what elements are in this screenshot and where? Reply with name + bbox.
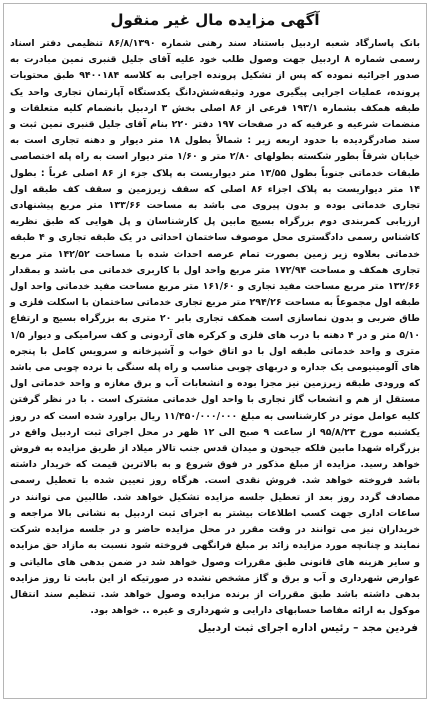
notice-signature: فردین مجد – رئیس اداره اجرای ثبت اردبیل [197,622,418,635]
notice-body: بانک پاسارگاد شعبه اردبیل باستناد سند رهنی شماره ۸۶/۸/۱۳۹۰ تنظیمی دفتر اسناد رسمی شماره ۸ اردبیل جهت وصول طلب خود علیه آقای جلیل قنبری نمین مبادرت به صدور اجرائیه نموده که پس از تشکیل پرونده اجرایی به کلاسه ۹۴۰۰۱۸۴ طبق محتویات پرونده، عملیات اجرایی پیگیری مورد وثیقه‌شش‌دانگ یکدستگاه آپارتمان تجاری واحد یک طبقه همکف بشماره ۱۹۳/۱ فرعی از ۸۶ اصلی بخش ۳ اردبیل بانضمام کلیه متعلقات و منضمات شرعیه و عرفیه که در صفحات ۱۹۷ دفتر ۲۲۰ بنام آقای جلیل قنبری نمین ثبت و سند صادرگردیده با حدود اربعه زیر : شمالاً بطول ۱۸ متر دیوار و دهنه تجاری است به خیابان شرقاً بطور شکسته بطولهای ۲/۸۰ متر و ۱/۶۰ متر دیوار است به راه پله اختصاصی طبقات خدماتی جنوباً بطول ۱۳/۵۵ متر دیواریست به پلاک جزء از ۸۶ اصلی غرباً : بطول ۱۴ متر دیواریست به پلاک اجزاء ۸۶ اصلی که سقف زیرزمین و سقف کف طبقه اول تجاری خدماتی بوده و بدون پیروی می باشد به مساحت ۱۳۳/۶۶ متر مربع پیشنهادی ارزیابی کمربندی دوم بزرگراه بسیج مابین پل کارشناسان و پل هوایی که طبق نظریه کاشناس رسمی دادگستری محل موصوف ساختمان احداثی در یک طبقه تجاری و ۴ طبقه خدماتی بعلاوه زیر زمین بصورت تمام عرصه احداث شده با مساحت ۱۴۲/۵۲ متر مربع تجاری همکف و مساحت ۱۷۲/۹۴ متر مربع واحد اول با کاربری خدماتی می باشد و بمقدار ۱۳۲/۶۶ متر مربع مساحت مفید تجاری و ۱۶۱/۶۰ متر مربع مساحت مفید خدماتی واحد اول طبقه اول مجموعاً به مساحت ۲۹۴/۲۶ متر مربع تجاری خدماتی ساختمان با اسکلت فلزی و طاق ضربی و بدون نماسازی است همکف تجاری بابر ۲۰ متری به بزرگراه بسیج و ارتفاع ۵/۱۰ متر و در ۴ دهنه با درب های فلزی و کرکره های آردونی و کف سرامیکی و دیوار ۱/۵ متری و واحد خدماتی طبقه اول با دو اتاق خواب و آشپزخانه و سرویس کامل با پنجره های آلومینیومی یک جداره و دربهای چوبی مناسب و راه پله سنگی با نرده چوبی می باشد که ورودی طبقه زیرزمین نیز مجزا بوده و انشعابات آب و برق مغازه و واحد خدماتی اول مستقل از هم و انشعاب گاز تجاری با واحد اول خدماتی مشترک است . با در نظر گرفتن کلیه عوامل موثر در کارشناسی به مبلغ ۱۱/۴۵۰/۰۰۰/۰۰۰ ریال براورد شده است که در روز یکشنبه مورخ ۹۵/۸/۲۳ از ساعت ۹ صبح الی ۱۲ ظهر در محل اجرای ثبت اردبیل واقع در بزرگراه شهدا مابین فلکه جیحون و میدان قدس جنب تالار میلاد از طریق مزایده به فروش خواهد رسید. مزایده از مبلغ مذکور در فوق شروع و به بالاترین قیمت که خریدار داشته باشد فروخته خواهد شد. فروش نقدی است. هرگاه روز تعیین شده با تعطیل رسمی مصادف گردد روز بعد از تعطیل جلسه مزایده تشکیل خواهد شد. طالبین می توانند در ساعات اداری جهت کسب اطلاعات بیشتر به اجرای ثبت اردبیل به نشانی بالا مراجعه و خریداران نیز می توانند در وقت مقرر در محل مزایده حاضر و در جلسه مزایده شرکت نمایند و چنانچه مورد مزایده زائد بر مبلغ فرانگهی فروخته شود نسبت به مازاد حق مزایده و سایر هزینه های قانونی طبق مقررات وصول خواهد شد در ضمن بدهی های مالیاتی و عوارض شهرداری و آب و برق و گاز مشخص نشده در صورتیکه از این بابت تا روز مزایده بدهی داشته باشد طبق مقررات از برنده مزایده وصول خواهد شد. تنظیم سند انتقال موکول به ارائه مفاصا حسابهای دارایی و شهرداری و غیره .. خواهد بود. [10,38,421,617]
notice-title: آگهی مزایده مال غیر منقول [110,11,320,29]
